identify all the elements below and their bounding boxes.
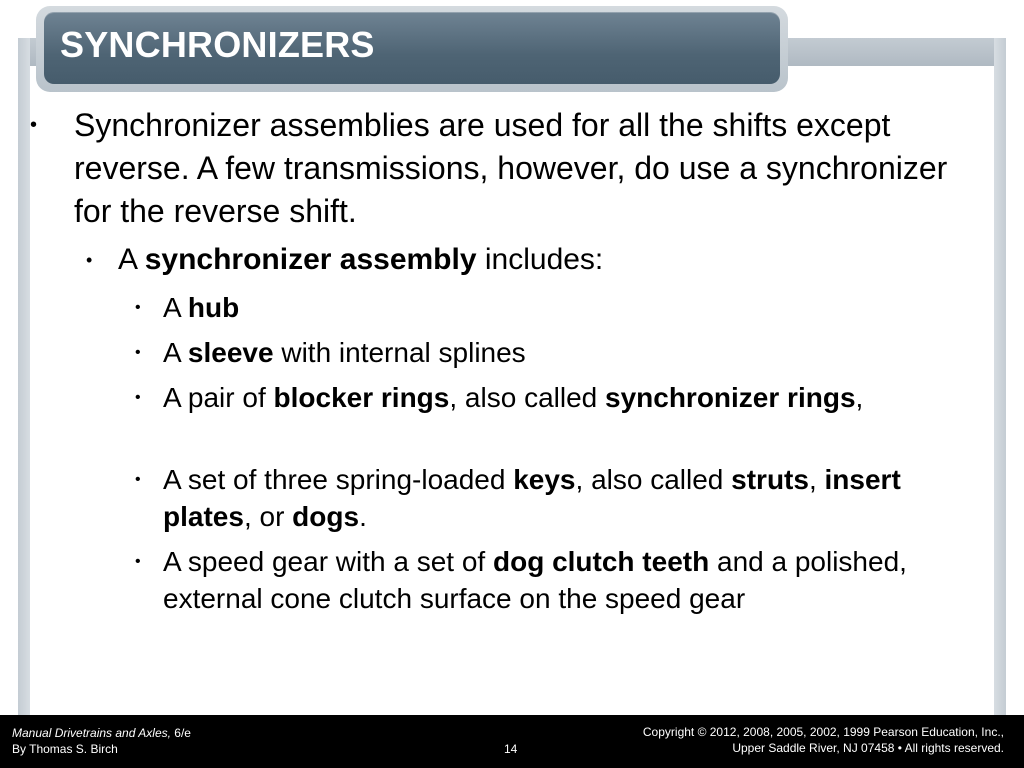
bullet-icon: • <box>135 471 141 488</box>
bullet-point-synchronizer-usage: Synchronizer assemblies are used for all the shifts except reverse. A few transmissions, however, do use a synchronizer for the reverse shift. <box>74 107 948 229</box>
bullet-icon: • <box>135 344 141 361</box>
footer-book-title: Manual Drivetrains and Axles, 6/e <box>12 726 191 740</box>
page-number: 14 <box>504 742 518 756</box>
slide-footer <box>0 715 1024 768</box>
bullet-point-assembly-includes: A synchronizer assembly includes: <box>118 243 604 276</box>
footer-copyright-line2: Upper Saddle River, NJ 07458 • All rights reserved. <box>732 741 1004 755</box>
list-item-speed-gear: A speed gear with a set of dog clutch teeth and a polished, external cone clutch surface on the speed gear <box>163 546 907 614</box>
footer-copyright-line1: Copyright © 2012, 2008, 2005, 2002, 1999 Pearson Education, Inc., <box>642 725 1004 739</box>
footer-author: By Thomas S. Birch <box>12 742 118 756</box>
list-item-hub: A hub <box>163 292 240 323</box>
bullet-icon: • <box>135 553 141 570</box>
list-item-blocker-rings: A pair of blocker rings, also called synchronizer rings, <box>163 382 864 413</box>
slide-title: SYNCHRONIZERS <box>60 24 375 65</box>
list-item-keys: A set of three spring-loaded keys, also called struts, insert plates, or dogs. <box>163 464 901 532</box>
bullet-icon: • <box>30 114 38 136</box>
bullet-icon: • <box>86 250 93 270</box>
bullet-icon: • <box>135 389 141 406</box>
list-item-sleeve: A sleeve with internal splines <box>163 337 526 368</box>
bullet-icon: • <box>135 299 141 316</box>
